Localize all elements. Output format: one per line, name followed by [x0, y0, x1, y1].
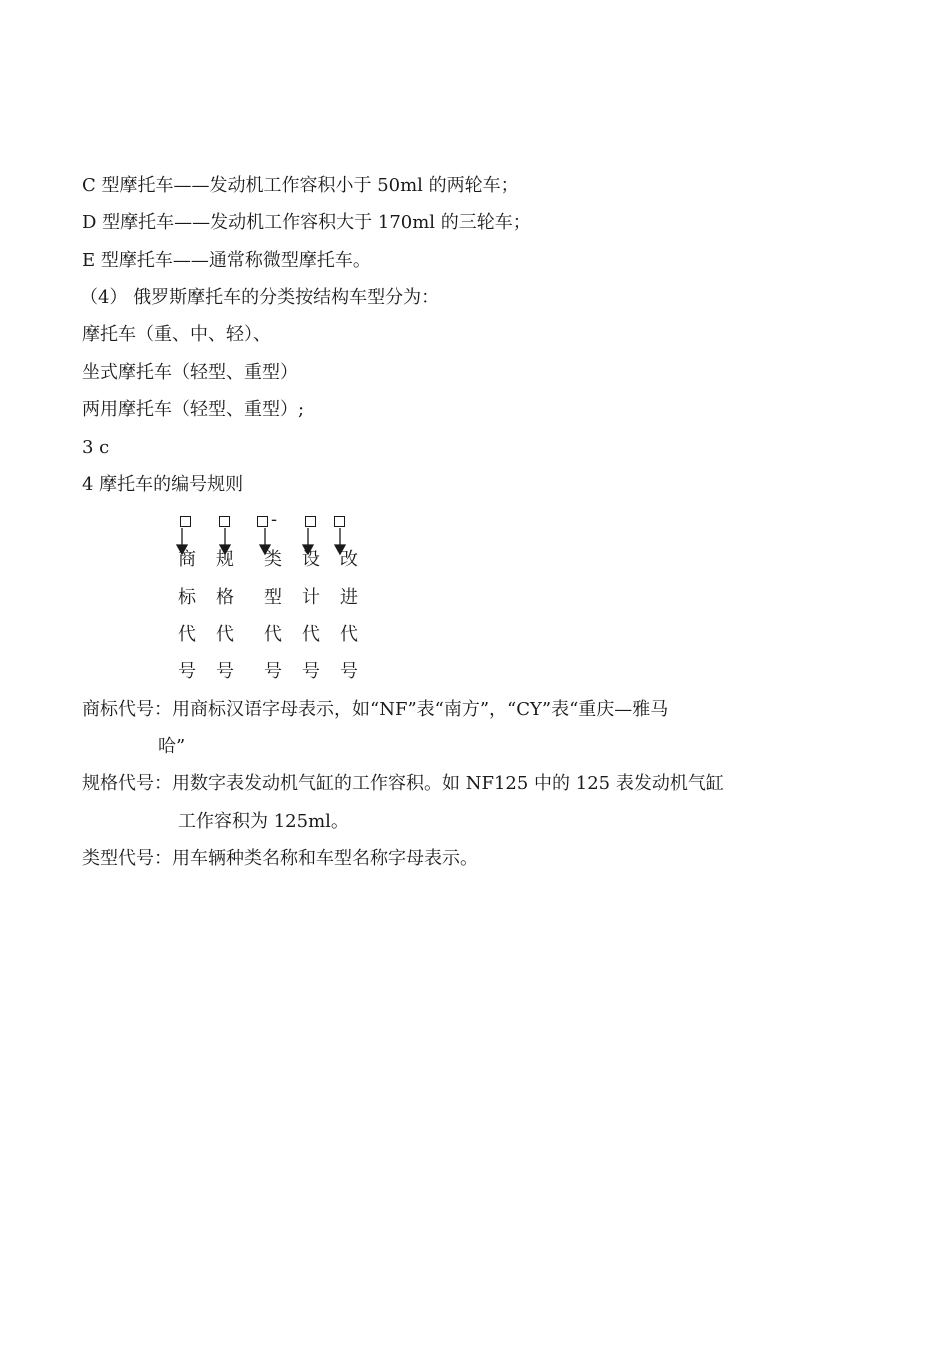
diagram-char-design-4: 号 — [302, 661, 320, 682]
diagram-char-spec-2: 格 — [216, 587, 234, 608]
definition-type-code: 类型代号：用车辆种类名称和车型名称字母表示。 — [82, 848, 478, 869]
diagram-char-design-2: 计 — [302, 587, 320, 608]
diagram-char-brand-2: 标 — [178, 587, 196, 608]
definition-spec-code: 规格代号：用数字表发动机气缸的工作容积。如 NF125 中的 125 表发动机气缸 — [82, 773, 724, 794]
diagram-char-improvement-1: 改 — [340, 549, 358, 570]
diagram-char-design-1: 设 — [302, 549, 320, 570]
diagram-char-design-3: 代 — [302, 624, 320, 645]
diagram-char-type-4: 号 — [264, 661, 282, 682]
diagram-char-spec-1: 规 — [216, 549, 234, 570]
code-separator: - — [271, 509, 278, 530]
text-line-seated-motorcycle: 坐式摩托车（轻型、重型） — [82, 362, 298, 383]
diagram-char-spec-3: 代 — [216, 624, 234, 645]
diagram-char-improvement-2: 进 — [340, 587, 358, 608]
definition-brand-code-continued: 哈” — [158, 736, 186, 757]
definition-spec-code-continued: 工作容积为 125ml。 — [178, 811, 349, 832]
diagram-char-brand-3: 代 — [178, 624, 196, 645]
diagram-char-type-3: 代 — [264, 624, 282, 645]
definition-brand-code: 商标代号：用商标汉语字母表示，如“NF”表“南方”，“CY”表“重庆—雅马 — [82, 699, 669, 720]
text-line-e-type: E 型摩托车——通常称微型摩托车。 — [82, 250, 371, 271]
diagram-char-brand-1: 商 — [178, 549, 196, 570]
section-heading-numbering-rules: 4 摩托车的编号规则 — [82, 474, 244, 495]
diagram-char-spec-4: 号 — [216, 661, 234, 682]
diagram-char-type-2: 型 — [264, 587, 282, 608]
text-line-c-type: C 型摩托车——发动机工作容积小于 50ml 的两轮车； — [82, 175, 519, 196]
diagram-char-improvement-3: 代 — [340, 624, 358, 645]
text-line-russian-classification: （4） 俄罗斯摩托车的分类按结构车型分为： — [80, 287, 440, 308]
text-line-section-3: 3 c — [82, 437, 110, 458]
diagram-char-type-1: 类 — [264, 549, 282, 570]
text-line-dual-use-motorcycle: 两用摩托车（轻型、重型）; — [82, 399, 305, 420]
diagram-char-improvement-4: 号 — [340, 661, 358, 682]
text-line-d-type: D 型摩托车——发动机工作容积大于 170ml 的三轮车； — [82, 212, 531, 233]
text-line-motorcycle-weights: 摩托车（重、中、轻）、 — [82, 324, 271, 345]
diagram-char-brand-4: 号 — [178, 661, 196, 682]
arrow-group — [0, 0, 950, 600]
